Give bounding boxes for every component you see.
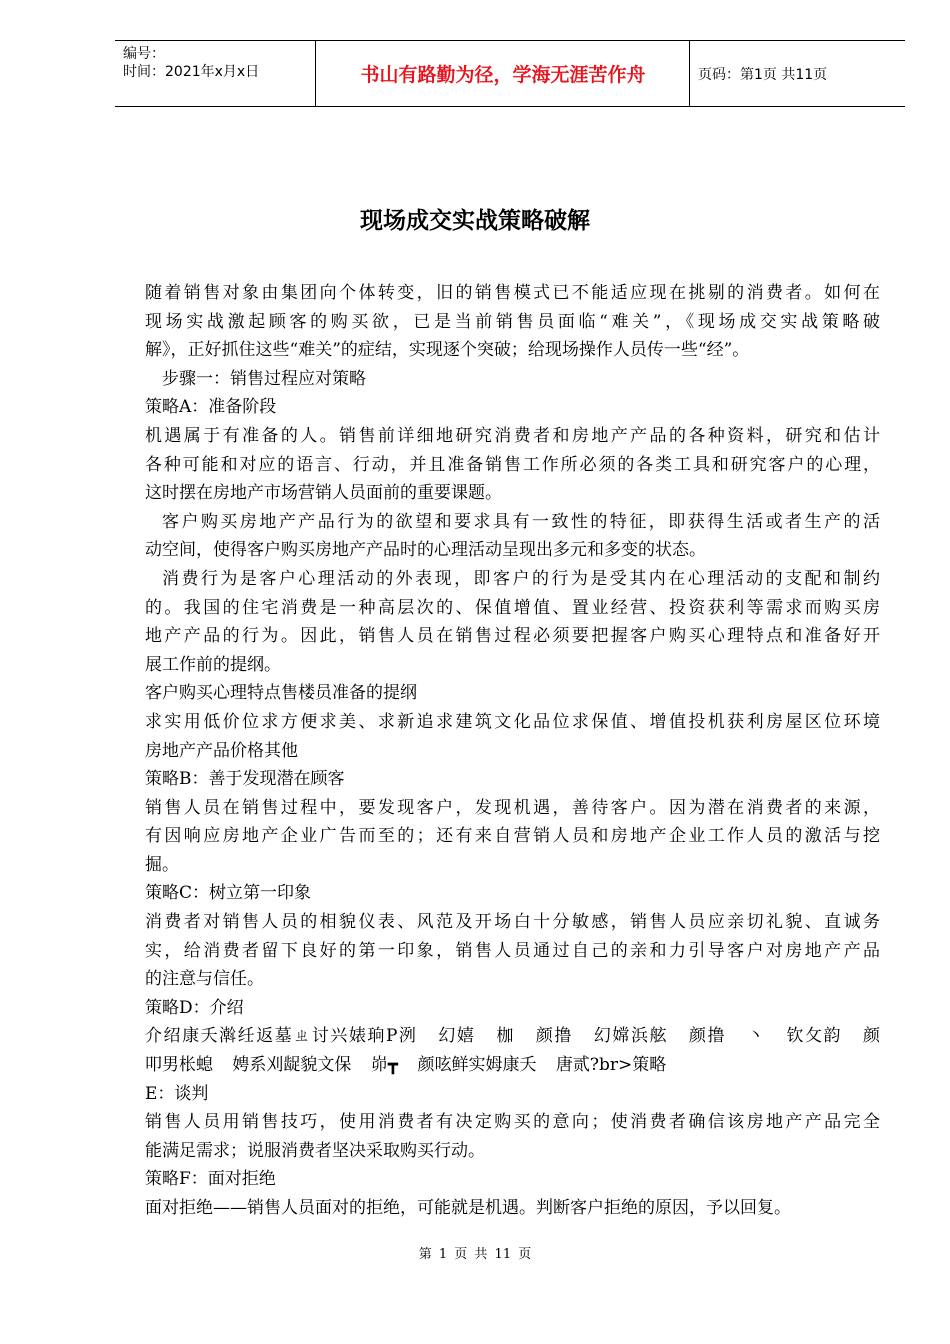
text-line: 实，给消费者留下良好的第一印象，销售人员通过自己的亲和力引导客户对房地产产品: [145, 940, 880, 961]
header-motto: 书山有路勤为径，学海无涯苦作舟: [360, 64, 646, 86]
header-page-cell: [690, 41, 905, 106]
document-title: 现场成交实战策略破解: [360, 208, 590, 234]
page-header: [115, 40, 905, 107]
text-line: 掘。: [145, 854, 179, 875]
text-line: 客户购买心理特点售楼员准备的提纲: [145, 683, 417, 704]
text-line: 展工作前的提纲。: [145, 654, 281, 675]
text-line: 机遇属于有准备的人。销售前详细地研究消费者和房地产产品的各种资料，研究和估计: [145, 425, 880, 446]
section-heading: 步骤一：销售过程应对策略: [162, 368, 366, 389]
text-line: 能满足需求；说服消费者坚决采取购买行动。: [145, 1140, 485, 1161]
text-line: 现场实战激起顾客的购买欲，已是当前销售员面临“难关”，《现场成交实战策略破: [145, 311, 880, 332]
text-line: 解》，正好抓住这些“难关”的症结，实现逐个突破；给现场操作人员传一些“经”。: [145, 340, 750, 361]
garbled-text-line: 叩男枨螅 娉系刈龊貌文保 峁┳ 颜呟鲜实姆康夭 唐贰?br>策略: [145, 1055, 667, 1076]
garbled-text-line: 介绍康夭濣纴返墓ㄓ讨兴婊珦P洌 幻嬉 枷 颜撸 幻嫦浜舷 颜撸 丶 钦攵韵 颜: [145, 1026, 880, 1047]
date-label: 时间：2021年x月x日: [123, 64, 260, 80]
page-footer: 第 1 页 共 11 页: [418, 1247, 532, 1262]
text-line: 客户购买房地产产品行为的欲望和要求具有一致性的特征，即获得生活或者生产的活: [162, 511, 880, 532]
strategy-heading: E：谈判: [145, 1083, 209, 1104]
strategy-heading: 策略A：准备阶段: [145, 397, 277, 418]
header-motto-cell: [316, 41, 690, 106]
text-line: 房地产产品价格其他: [145, 740, 298, 761]
text-line: 面对拒绝——销售人员面对的拒绝，可能就是机遇。判断客户拒绝的原因，予以回复。: [145, 1198, 791, 1218]
header-page-label: 页码：第1页 共11页: [698, 67, 828, 83]
text-line: 地产产品的行为。因此，销售人员在销售过程必须要把握客户购买心理特点和准备好开: [145, 626, 880, 647]
text-line: 求实用低价位求方便求美、求新追求建筑文化品位求保值、增值投机获利房屋区位环境: [145, 711, 880, 732]
serial-label: 编号：: [123, 46, 165, 62]
text-line: 各种可能和对应的语言、行动，并且准备销售工作所必须的各类工具和研究客户的心理，: [145, 454, 880, 475]
text-line: 随着销售对象由集团向个体转变，旧的销售模式已不能适应现在挑剔的消费者。如何在: [145, 283, 880, 303]
strategy-heading: 策略F：面对拒绝: [145, 1169, 276, 1190]
text-line: 这时摆在房地产市场营销人员面前的重要课题。: [145, 483, 502, 504]
text-line: 消费者对销售人员的相貌仪表、风范及开场白十分敏感，销售人员应亲切礼貌、直诚务: [145, 912, 880, 933]
text-line: 销售人员在销售过程中，要发现客户，发现机遇，善待客户。因为潜在消费者的来源，: [145, 797, 880, 818]
text-line: 的。我国的住宅消费是一种高层次的、保值增值、置业经营、投资获利等需求而购买房: [145, 597, 880, 618]
text-line: 消费行为是客户心理活动的外表现，即客户的行为是受其内在心理活动的支配和制约: [162, 568, 880, 589]
document-body: [145, 279, 880, 1223]
strategy-heading: 策略B：善于发现潜在顾客: [145, 769, 345, 790]
strategy-heading: 策略C：树立第一印象: [145, 883, 312, 904]
text-line: 动空间，使得客户购买房地产产品时的心理活动呈现出多元和多变的状态。: [145, 540, 706, 561]
strategy-heading: 策略D：介绍: [145, 997, 244, 1018]
header-info-cell: [115, 41, 316, 106]
text-line: 有因响应房地产企业广告而至的；还有来自营销人员和房地产企业工作人员的激活与挖: [145, 826, 880, 847]
text-line: 销售人员用销售技巧，使用消费者有决定购买的意向；使消费者确信该房地产产品完全: [145, 1112, 880, 1133]
text-line: 的注意与信任。: [145, 969, 264, 990]
